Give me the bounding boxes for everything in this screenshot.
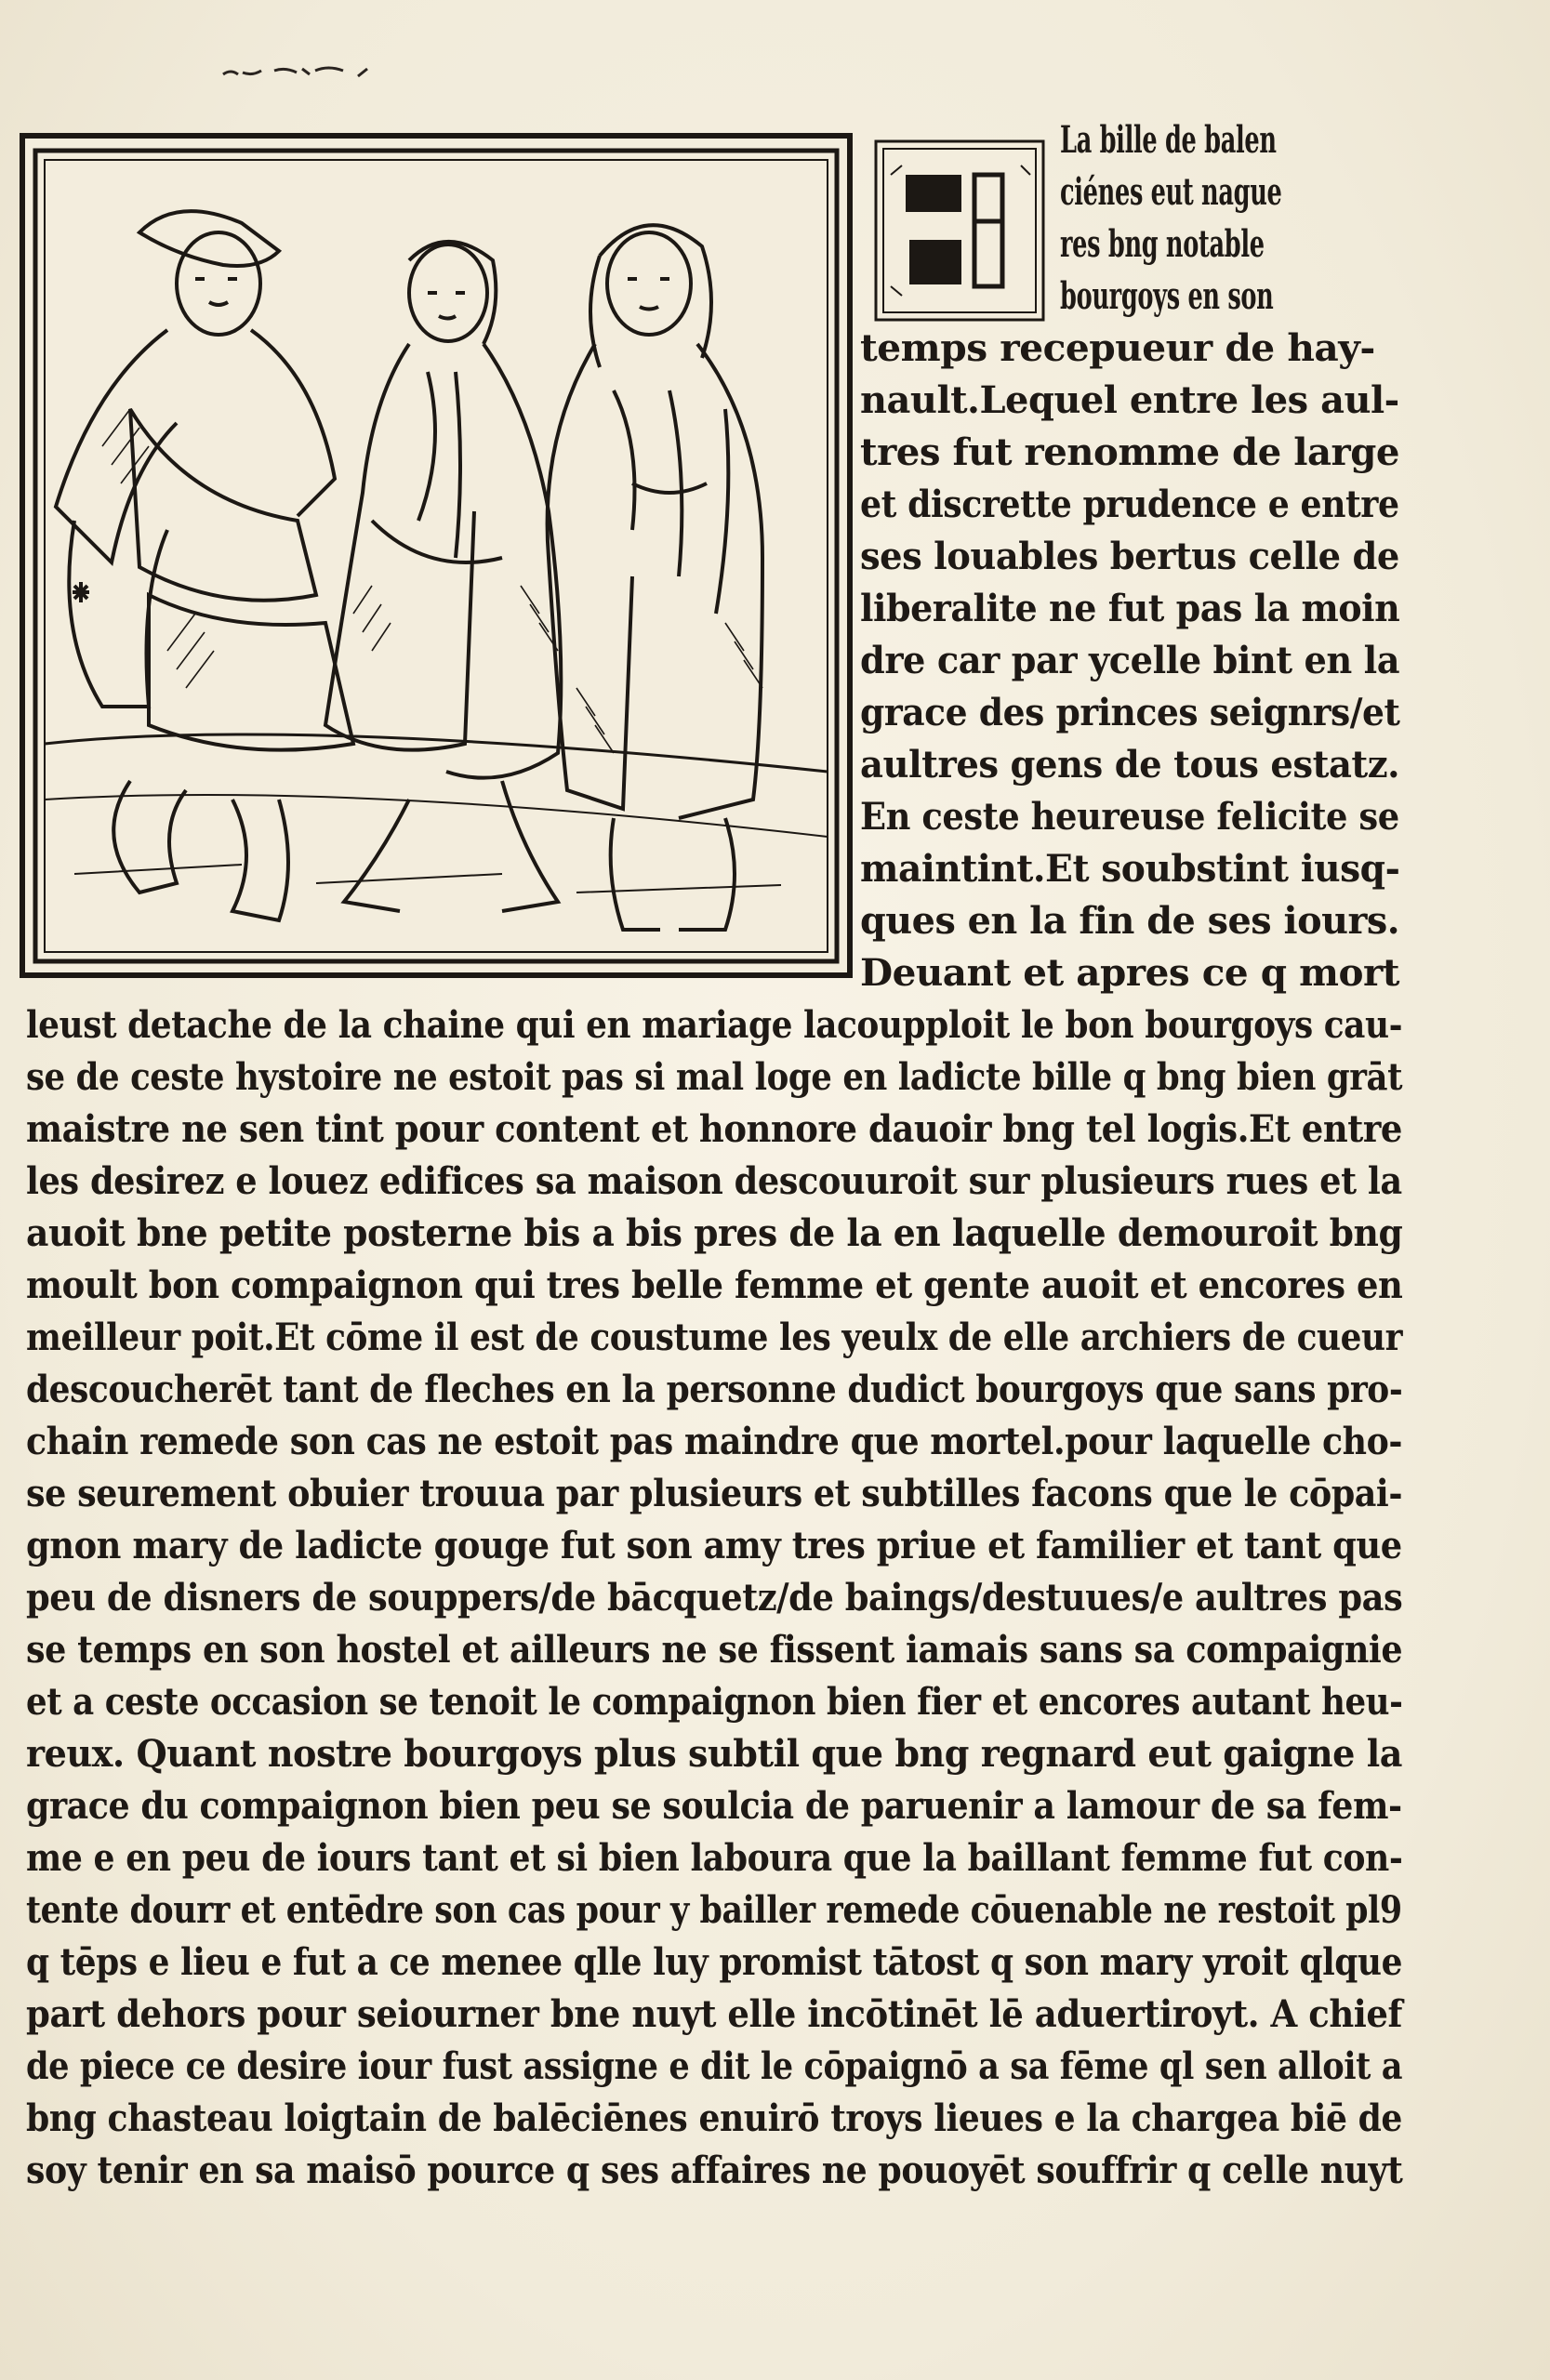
text-line: liberalite ne fut pas la moin bbox=[860, 587, 1400, 630]
text-line: aultres gens de tous estatz. bbox=[860, 743, 1400, 787]
text-line: tres fut renomme de large bbox=[860, 430, 1399, 474]
text-line: se de ceste hystoire ne estoit pas si mal loge en ladicte bille q bng bien grāt bbox=[26, 1055, 1403, 1099]
text-line: gnon mary de ladicte gouge fut son amy tres priue et familier et tant que bbox=[26, 1524, 1402, 1567]
text-line: part dehors pour seiourner bne nuyt elle incōtinēt lē aduertiroyt. A chief bbox=[26, 1992, 1402, 2036]
text-line: tente dourr et entēdre son cas pour y bailler remede cōuenable ne restoit pl9 bbox=[26, 1888, 1402, 1932]
text-line: grace des princes seignrs/et bbox=[860, 691, 1400, 734]
text-line: ciénes eut nague bbox=[1060, 170, 1282, 214]
text-line: soy tenir en sa maisō pource q ses affaires ne pouoyēt souffrir q celle nuyt bbox=[26, 2149, 1403, 2192]
text-line: res bng notable bbox=[1060, 222, 1265, 266]
text-line: q tēps e lieu e fut a ce menee qlle luy promist tātost q son mary yroit qlque bbox=[26, 1940, 1402, 1984]
text-line: ques en la fin de ses iours. bbox=[860, 899, 1400, 943]
text-line: meilleur poit.Et cōme il est de coustume les yeulx de elle archiers de cueur bbox=[26, 1316, 1403, 1359]
text-line: et a ceste occasion se tenoit le compaignon bien fier et encores autant heu- bbox=[26, 1680, 1403, 1724]
text-line: En ceste heureuse felicite se bbox=[860, 795, 1399, 839]
text-line: nault.Lequel entre les aul- bbox=[860, 378, 1399, 422]
text-line: maistre ne sen tint pour content et honnore dauoir bng tel logis.Et entre bbox=[26, 1107, 1402, 1151]
text-line: Deuant et apres ce q mort bbox=[860, 951, 1400, 995]
text-line: dre car par ycelle bint en la bbox=[860, 639, 1400, 682]
text-line: bng chasteau loigtain de balēciēnes enuirō troys lieues e la chargea biē de bbox=[26, 2096, 1402, 2140]
text-line: les desirez e louez edifices sa maison descouuroit sur plusieurs rues et la bbox=[26, 1159, 1402, 1203]
text-line: me e en peu de iours tant et si bien laboura que la baillant femme fut con- bbox=[26, 1836, 1403, 1880]
text-line: reux. Quant nostre bourgoys plus subtil que bng regnard eut gaigne la bbox=[26, 1732, 1402, 1776]
text-line: ses louables bertus celle de bbox=[860, 535, 1399, 578]
text-line: de piece ce desire iour fust assigne e dit le cōpaignō a sa fēme ql sen alloit a bbox=[26, 2044, 1403, 2088]
text-line: temps recepueur de hay- bbox=[860, 326, 1375, 370]
text-line: chain remede son cas ne estoit pas maindre que mortel.pour laquelle cho- bbox=[26, 1420, 1402, 1463]
text-line: bourgoys en son bbox=[1060, 274, 1274, 318]
text-line: leust detache de la chaine qui en mariage lacoupploit le bon bourgoys cau- bbox=[26, 1003, 1403, 1047]
text-line: et discrette prudence e entre bbox=[860, 483, 1399, 526]
text-line: descoucherēt tant de fleches en la personne dudict bourgoys que sans pro- bbox=[26, 1368, 1403, 1411]
text-line: peu de disners de souppers/de bācquetz/de baings/destuues/e aultres pas bbox=[26, 1576, 1403, 1620]
text-line: se seurement obuier trouua par plusieurs et subtilles facons que le cōpai- bbox=[26, 1472, 1403, 1515]
text-line: se temps en son hostel et ailleurs ne se fissent iamais sans sa compaignie bbox=[26, 1628, 1403, 1672]
text-line: maintint.Et soubstint iusq- bbox=[860, 847, 1400, 891]
text-line: grace du compaignon bien peu se soulcia de paruenir a lamour de sa fem- bbox=[26, 1784, 1402, 1828]
text-line: La bille de balen bbox=[1060, 118, 1277, 162]
text-line: moult bon compaignon qui tres belle femme et gente auoit et encores en bbox=[26, 1263, 1403, 1307]
text-line: auoit bne petite posterne bis a bis pres de la en laquelle demouroit bng bbox=[26, 1211, 1403, 1255]
